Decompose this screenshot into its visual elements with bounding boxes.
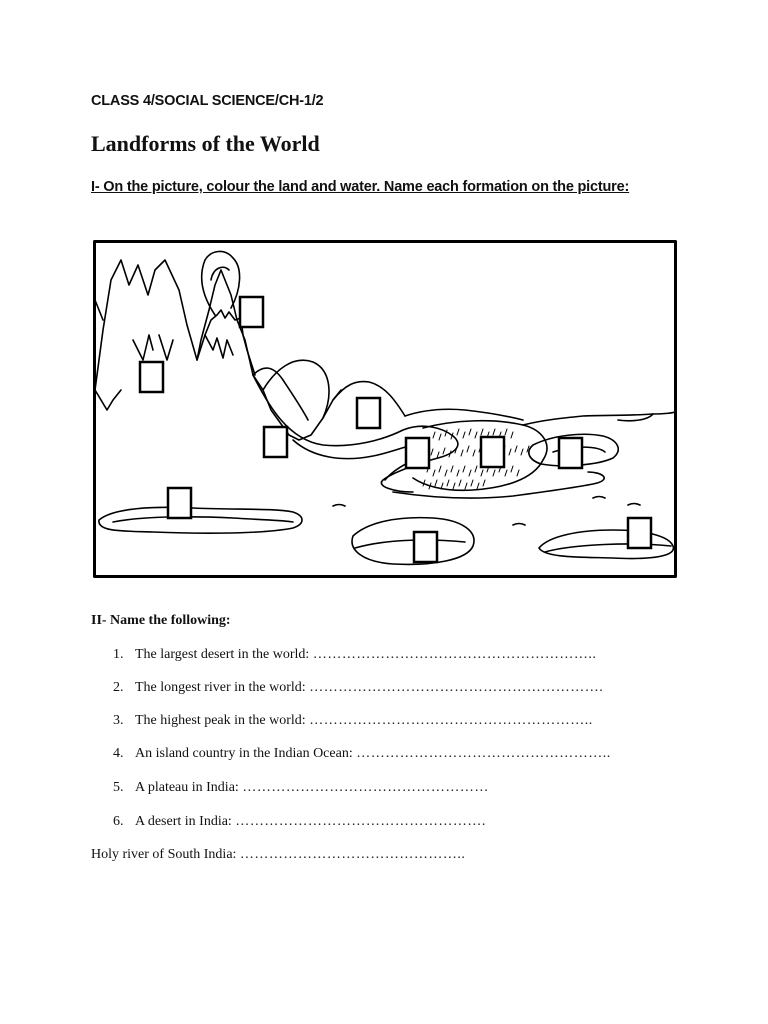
class-subject-header: CLASS 4/SOCIAL SCIENCE/CH-1/2 <box>91 93 324 109</box>
answer-blank[interactable]: ……………………………………………. <box>235 814 486 829</box>
question-number: 2. <box>113 680 124 695</box>
question-text: A plateau in India: <box>135 780 239 795</box>
question-text: An island country in the Indian Ocean: <box>135 746 353 761</box>
label-box-river[interactable] <box>406 438 429 468</box>
label-box-bay[interactable] <box>559 438 582 468</box>
question-text: Holy river of South India: <box>91 847 237 862</box>
question-number: 4. <box>113 746 124 761</box>
section-2-heading: II- Name the following: <box>91 613 231 628</box>
page-title: Landforms of the World <box>91 131 320 156</box>
question-extra <box>91 847 465 863</box>
picture-frame <box>95 242 676 577</box>
label-box-hill[interactable] <box>357 398 380 428</box>
label-boxes <box>140 297 651 562</box>
answer-blank[interactable]: …………………………………………….. <box>356 746 611 761</box>
question-number: 5. <box>113 780 124 795</box>
hills <box>253 368 308 420</box>
question-4 <box>113 746 611 762</box>
label-box-volcano[interactable] <box>240 297 263 327</box>
landforms-picture <box>93 240 677 578</box>
instruction-section-1: I- On the picture, colour the land and water. Name each formation on the picture: <box>91 179 630 195</box>
label-box-ocean[interactable] <box>628 518 651 548</box>
label-box-lake[interactable] <box>168 488 191 518</box>
answer-blank[interactable]: …………………………………………… <box>242 780 489 795</box>
question-5 <box>113 780 489 796</box>
answer-blank[interactable]: ……………………………………….. <box>239 847 466 862</box>
answer-blank[interactable]: ……………………………………………………. <box>309 680 604 695</box>
question-number: 6. <box>113 814 124 829</box>
label-box-mountain[interactable] <box>140 362 163 392</box>
question-number: 3. <box>113 713 124 728</box>
question-text: The largest desert in the world: <box>135 647 310 662</box>
question-2 <box>113 680 603 696</box>
answer-blank[interactable]: ………………………………………………….. <box>312 647 597 662</box>
question-text: The highest peak in the world: <box>135 713 306 728</box>
answer-blank[interactable]: ………………………………………………….. <box>309 713 593 728</box>
question-text: A desert in India: <box>135 814 232 829</box>
label-box-island[interactable] <box>414 532 437 562</box>
label-box-delta[interactable] <box>481 437 504 467</box>
question-text: The longest river in the world: <box>135 680 306 695</box>
question-1 <box>113 647 596 663</box>
question-3 <box>113 713 593 729</box>
question-number: 1. <box>113 647 124 662</box>
label-box-valley[interactable] <box>264 427 287 457</box>
question-6 <box>113 814 486 830</box>
